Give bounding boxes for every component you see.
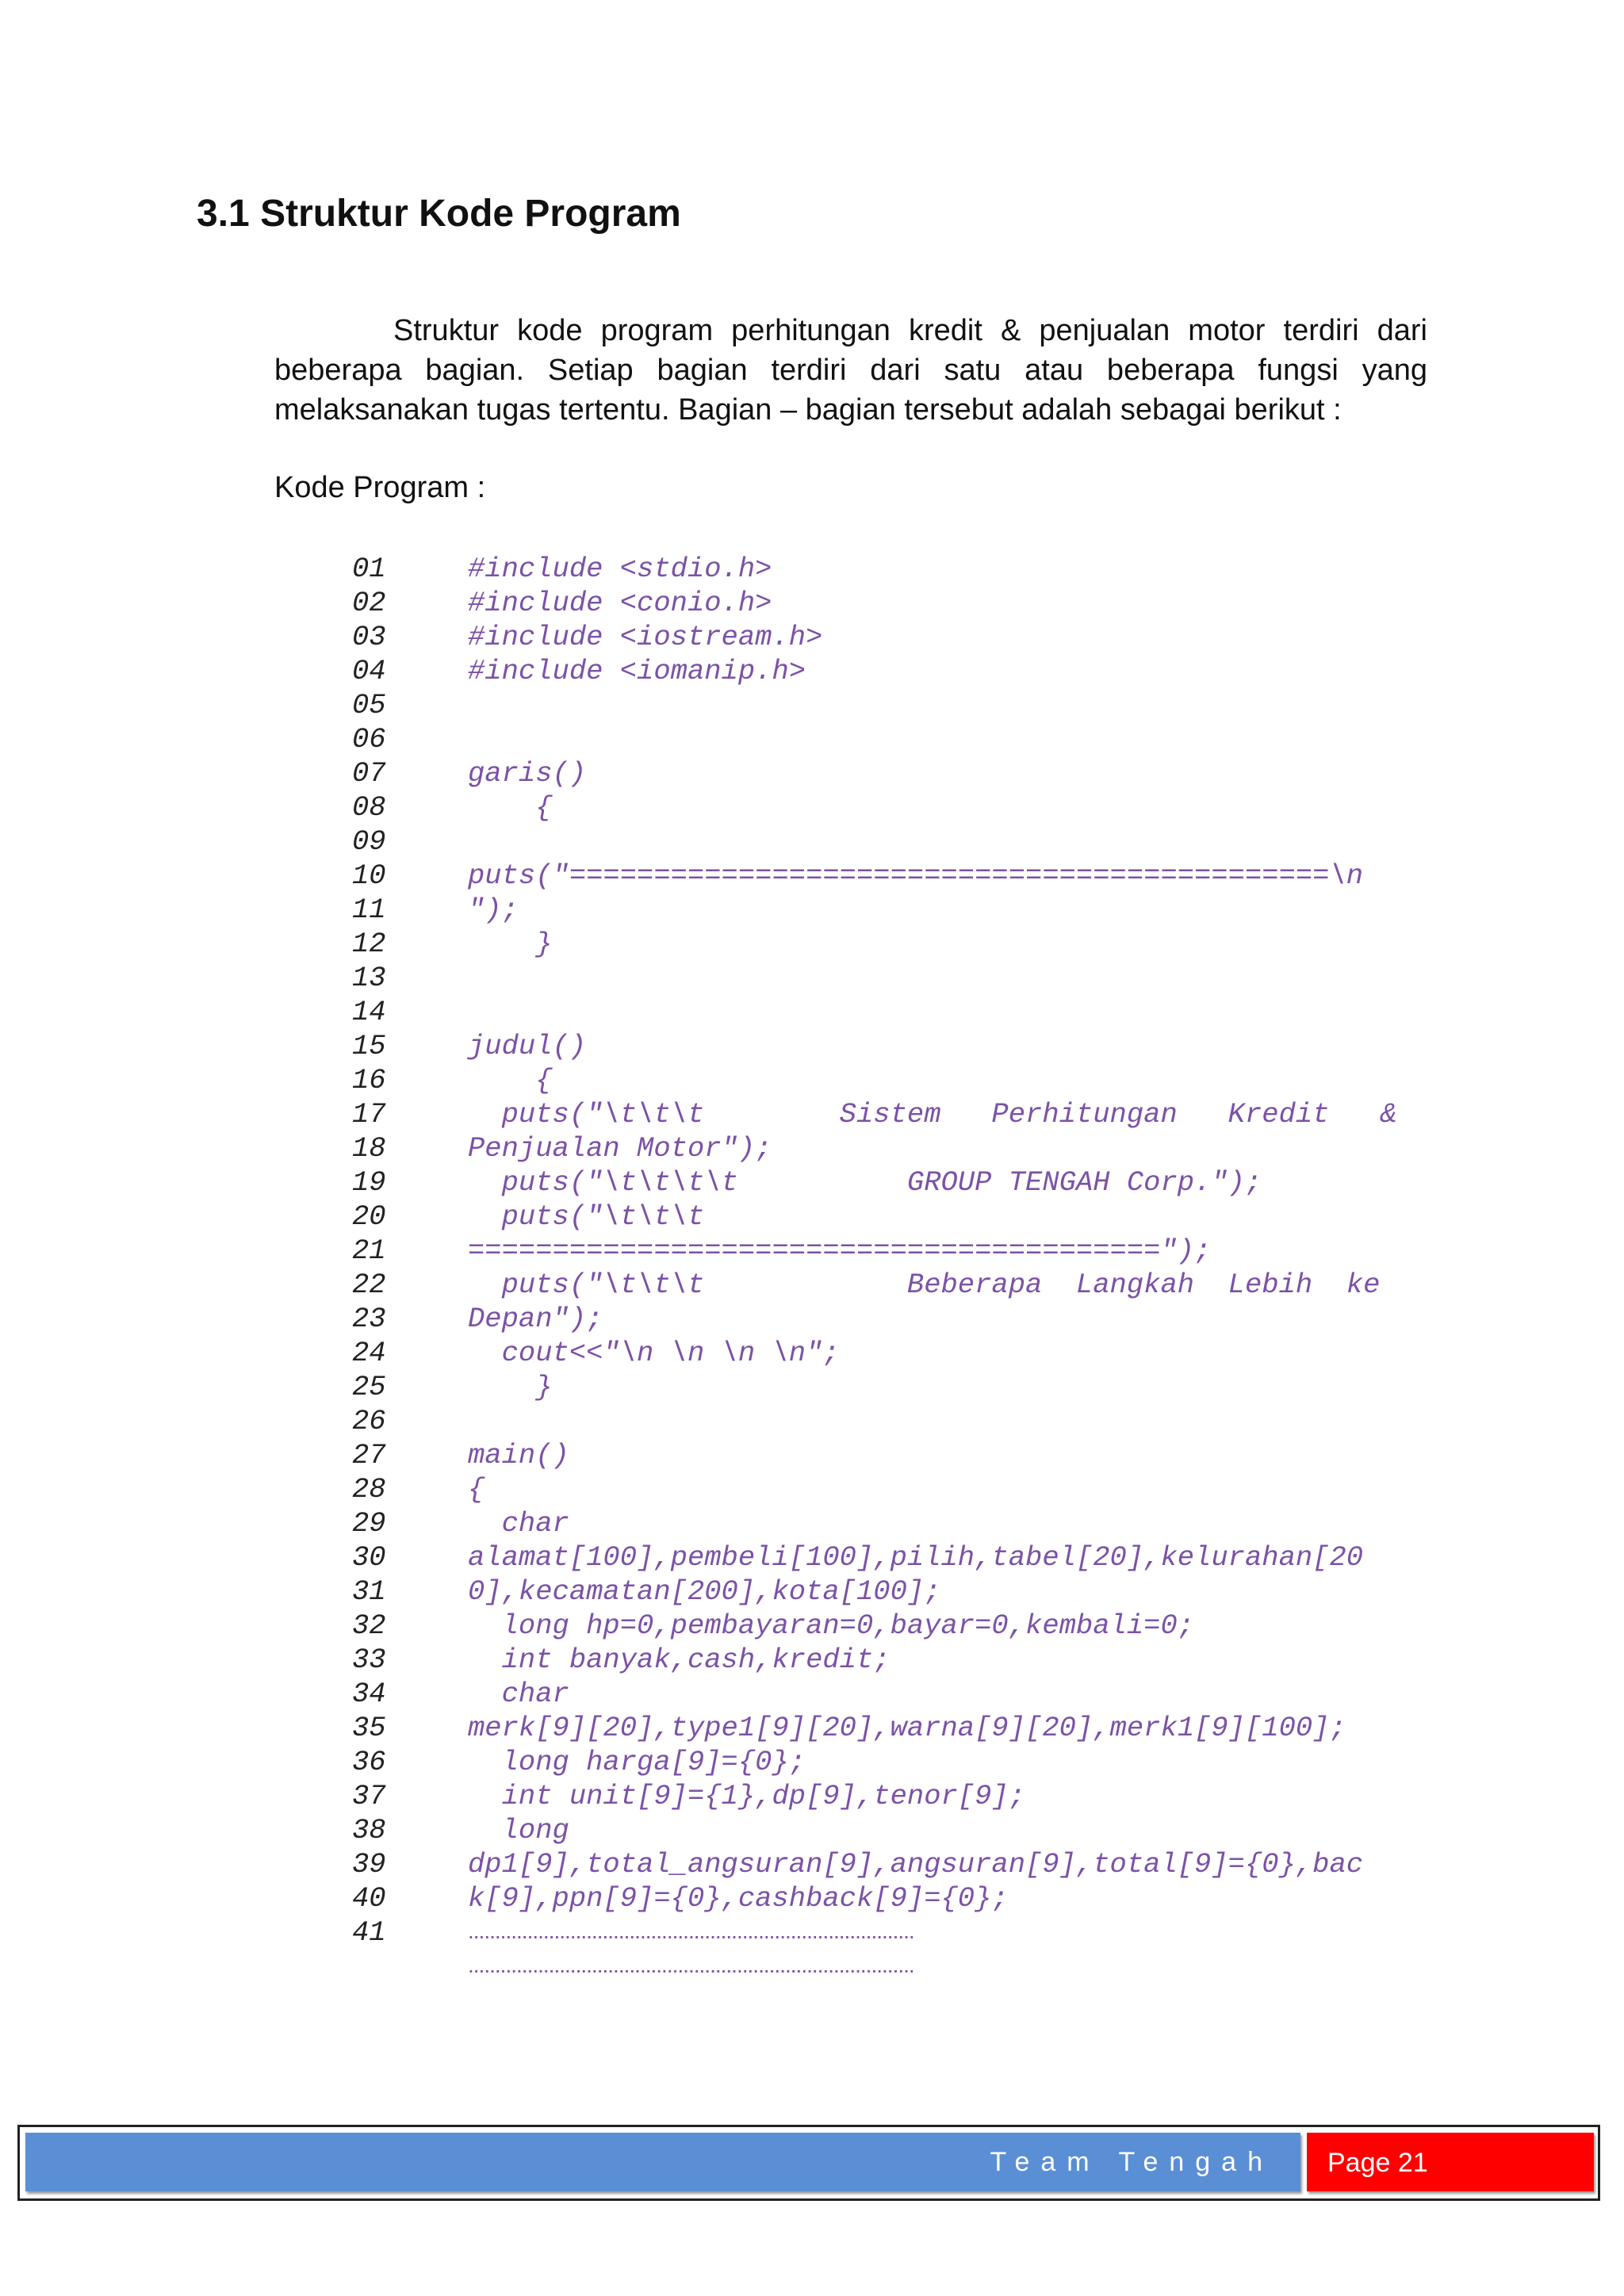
code-line: [352, 1745, 1438, 1779]
code-text: Penjualan Motor");: [468, 1132, 772, 1165]
code-text: puts("\t\t\t Beberapa Langkah Lebih ke: [468, 1269, 1381, 1301]
code-text: puts("=============================================\n: [468, 859, 1364, 892]
code-line: [352, 790, 1438, 825]
line-number: 39: [352, 1848, 386, 1881]
code-text: Depan");: [468, 1303, 603, 1335]
line-number: 12: [352, 928, 386, 960]
code-line: [352, 1779, 1438, 1813]
line-number: 01: [352, 553, 386, 585]
code-line: [352, 995, 1438, 1029]
code-line: [352, 586, 1438, 620]
line-number: 17: [352, 1098, 386, 1131]
line-number: 24: [352, 1337, 386, 1369]
line-number: 03: [352, 621, 386, 653]
code-text: alamat[100],pembeli[100],pilih,tabel[20],kelurahan[20: [468, 1541, 1364, 1574]
line-number: 15: [352, 1030, 386, 1062]
code-line: [352, 1472, 1438, 1506]
line-number: 26: [352, 1405, 386, 1437]
code-text: puts("\t\t\t: [468, 1200, 705, 1233]
code-line: [352, 1643, 1438, 1677]
code-line: [352, 1677, 1438, 1711]
line-number: 41: [352, 1916, 386, 1949]
code-line: [352, 1540, 1438, 1575]
code-line: [352, 1950, 1438, 1984]
code-label: Kode Program :: [274, 471, 486, 504]
code-line: [352, 1063, 1438, 1097]
line-number: 34: [352, 1678, 386, 1710]
code-text: #include <stdio.h>: [468, 553, 772, 585]
line-number: 35: [352, 1712, 386, 1744]
code-text: dp1[9],total_angsuran[9],angsuran[9],total[9]={0},bac: [468, 1848, 1364, 1881]
line-number: 08: [352, 791, 386, 824]
code-text: k[9],ppn[9]={0},cashback[9]={0};: [468, 1882, 1009, 1915]
code-line: [352, 722, 1438, 756]
code-line: [352, 927, 1438, 961]
code-text: {: [468, 1064, 553, 1096]
code-line: [352, 756, 1438, 790]
line-number: 21: [352, 1234, 386, 1267]
code-line: [352, 1609, 1438, 1643]
code-line: [352, 688, 1438, 722]
code-text: main(): [468, 1439, 569, 1471]
line-number: 14: [352, 996, 386, 1028]
ellipsis-line: ...................................................................................: [468, 1919, 914, 1943]
line-number: 05: [352, 689, 386, 721]
code-line: [352, 961, 1438, 995]
code-line: [352, 620, 1438, 654]
line-number: 13: [352, 962, 386, 994]
line-number: 06: [352, 723, 386, 756]
code-text: 0],kecamatan[200],kota[100];: [468, 1575, 941, 1608]
code-line: [352, 1200, 1438, 1234]
line-number: 30: [352, 1541, 386, 1574]
code-text: garis(): [468, 757, 587, 790]
code-text: merk[9][20],type1[9][20],warna[9][20],merk1[9][100];: [468, 1712, 1346, 1744]
code-text: char: [468, 1678, 569, 1710]
code-text: cout<<"\n \n \n \n";: [468, 1337, 840, 1369]
line-number: 29: [352, 1507, 386, 1540]
code-line: [352, 893, 1438, 927]
code-text: }: [468, 1371, 553, 1403]
section-heading: 3.1 Struktur Kode Program: [197, 193, 681, 235]
code-line: [352, 1370, 1438, 1404]
footer-team-name: Team Tengah: [990, 2147, 1274, 2177]
code-line: [352, 1881, 1438, 1915]
code-line: [352, 1268, 1438, 1302]
line-number: 07: [352, 757, 386, 790]
code-line: [352, 1131, 1438, 1165]
code-line: [352, 1915, 1438, 1950]
line-number: 32: [352, 1609, 386, 1642]
code-line: [352, 1404, 1438, 1438]
line-number: 23: [352, 1303, 386, 1335]
code-text: int banyak,cash,kredit;: [468, 1644, 891, 1676]
code-text: ");: [468, 894, 519, 926]
line-number: 20: [352, 1200, 386, 1233]
footer-team-bar: [25, 2133, 1300, 2191]
code-line: [352, 1234, 1438, 1268]
code-text: judul(): [468, 1030, 587, 1062]
line-number: 31: [352, 1575, 386, 1608]
code-line: [352, 1813, 1438, 1847]
line-number: 38: [352, 1814, 386, 1846]
code-line: [352, 1097, 1438, 1131]
line-number: 16: [352, 1064, 386, 1096]
code-line: [352, 1438, 1438, 1472]
line-number: 22: [352, 1269, 386, 1301]
code-text: }: [468, 928, 553, 960]
code-text: {: [468, 1473, 485, 1506]
footer-page-box: [1307, 2133, 1594, 2191]
code-line: [352, 654, 1438, 688]
line-number: 18: [352, 1132, 386, 1165]
line-number: 27: [352, 1439, 386, 1471]
code-text: char: [468, 1507, 569, 1540]
line-number: 09: [352, 825, 386, 858]
code-line: [352, 1506, 1438, 1540]
code-text: #include <conio.h>: [468, 587, 772, 619]
code-text: long harga[9]={0};: [468, 1746, 806, 1778]
code-line: [352, 1029, 1438, 1063]
line-number: 40: [352, 1882, 386, 1915]
code-text: puts("\t\t\t\t GROUP TENGAH Corp.");: [468, 1166, 1262, 1199]
code-text: =========================================");: [468, 1234, 1212, 1267]
line-number: 19: [352, 1166, 386, 1199]
code-line: [352, 859, 1438, 893]
intro-paragraph: Struktur kode program perhitungan kredit & penjualan motor terdiri dari beberapa bagian. Setiap bagian terdiri dari satu atau beberapa fungsi yang melaksanakan tugas tertentu. Bagian – bagian tersebut adalah sebagai berikut :: [274, 314, 1427, 427]
code-line: [352, 1302, 1438, 1336]
code-text: int unit[9]={1},dp[9],tenor[9];: [468, 1780, 1026, 1812]
line-number: 36: [352, 1746, 386, 1778]
line-number: 25: [352, 1371, 386, 1403]
code-text: long: [468, 1814, 569, 1846]
code-line: [352, 1847, 1438, 1881]
code-line: [352, 1711, 1438, 1745]
ellipsis-line: ...................................................................................: [468, 1953, 914, 1977]
line-number: 28: [352, 1473, 386, 1506]
code-line: [352, 1575, 1438, 1609]
line-number: 10: [352, 859, 386, 892]
footer-page-number: Page 21: [1327, 2148, 1428, 2178]
code-text: long hp=0,pembayaran=0,bayar=0,kembali=0;: [468, 1609, 1195, 1642]
code-text: {: [468, 791, 553, 824]
code-line: [352, 1336, 1438, 1370]
code-line: [352, 552, 1438, 586]
code-text: puts("\t\t\t Sistem Perhitungan Kredit &: [468, 1098, 1397, 1131]
line-number: 11: [352, 894, 386, 926]
code-line: [352, 1165, 1438, 1200]
line-number: 04: [352, 655, 386, 687]
line-number: 37: [352, 1780, 386, 1812]
code-text: #include <iomanip.h>: [468, 655, 806, 687]
line-number: 33: [352, 1644, 386, 1676]
code-listing: [352, 552, 1438, 1984]
code-line: [352, 825, 1438, 859]
code-text: #include <iostream.h>: [468, 621, 823, 653]
line-number: 02: [352, 587, 386, 619]
